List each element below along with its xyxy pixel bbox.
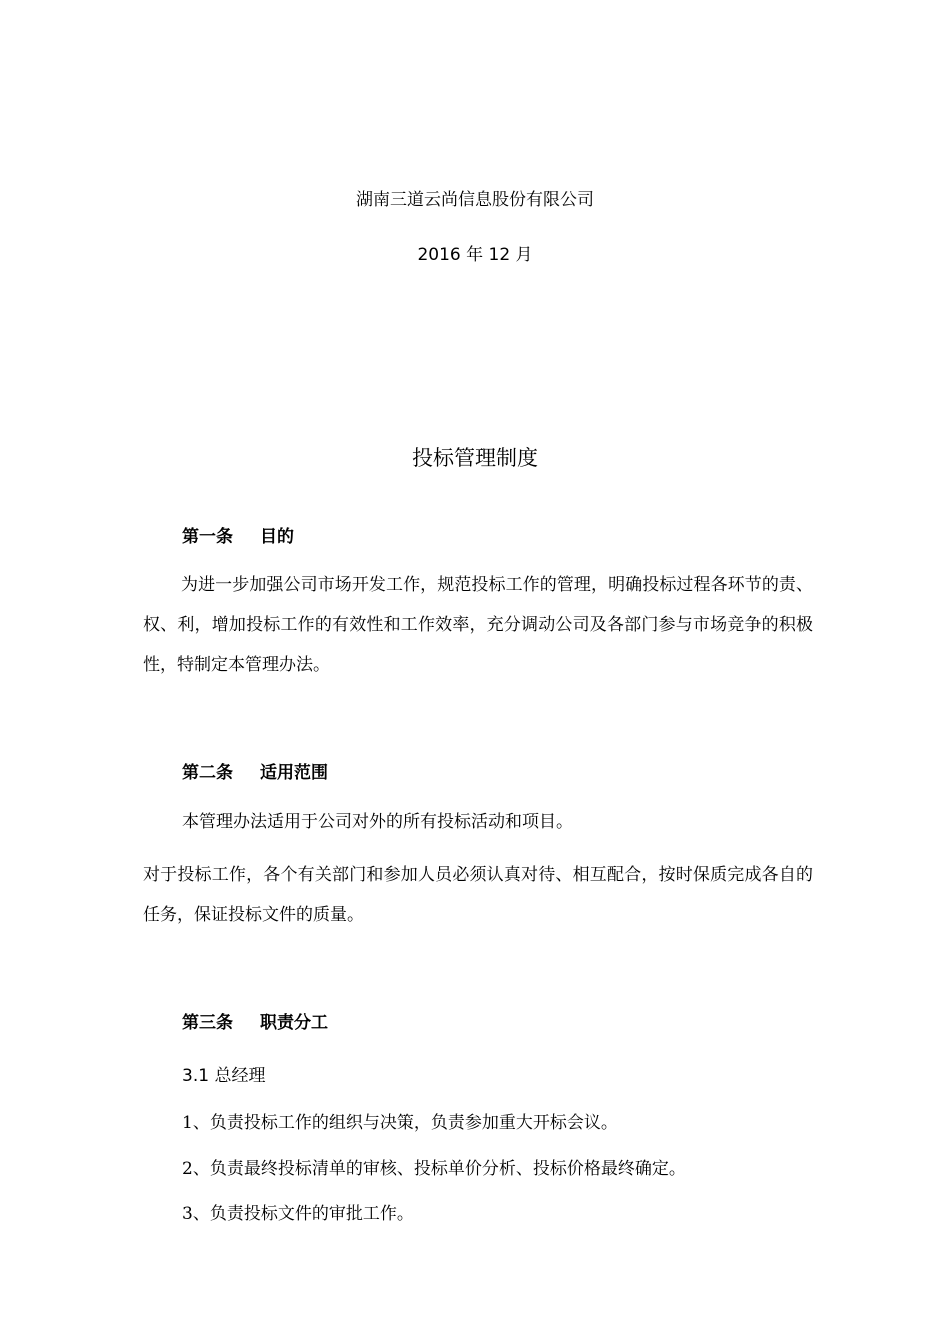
list-item: 1、负责投标工作的组织与决策，负责参加重大开标会议。	[182, 1113, 618, 1133]
list-item: 3、负责投标文件的审批工作。	[182, 1204, 414, 1224]
article-1-number: 第一条	[182, 527, 233, 547]
company-name: 湖南三道云尚信息股份有限公司	[356, 190, 594, 210]
article-2-heading	[182, 758, 328, 783]
article-3-number: 第三条	[182, 1013, 233, 1033]
article-3-name: 职责分工	[260, 1013, 328, 1033]
document-title: 投标管理制度	[412, 446, 538, 470]
document-date: 2016 年 12 月	[417, 245, 533, 265]
section-3-1-heading: 3.1 总经理	[182, 1066, 266, 1086]
article-2-paragraph-2: 对于投标工作，各个有关部门和参加人员必须认真对待、相互配合，按时保质完成各自的任务，保证投标文件的质量。	[143, 865, 813, 925]
article-2-paragraph-1: 本管理办法适用于公司对外的所有投标活动和项目。	[182, 812, 573, 832]
article-2-name: 适用范围	[260, 763, 328, 783]
article-1-name: 目的	[260, 527, 294, 547]
list-item: 2、负责最终投标清单的审核、投标单价分析、投标价格最终确定。	[182, 1159, 686, 1179]
article-1-paragraph: 为进一步加强公司市场开发工作，规范投标工作的管理，明确投标过程各环节的责、权、利，增加投标工作的有效性和工作效率，充分调动公司及各部门参与市场竞争的积极性，特制定本管理办法。	[143, 575, 813, 675]
article-1-heading	[182, 522, 294, 547]
article-2-number: 第二条	[182, 763, 233, 783]
article-3-heading	[182, 1008, 328, 1033]
